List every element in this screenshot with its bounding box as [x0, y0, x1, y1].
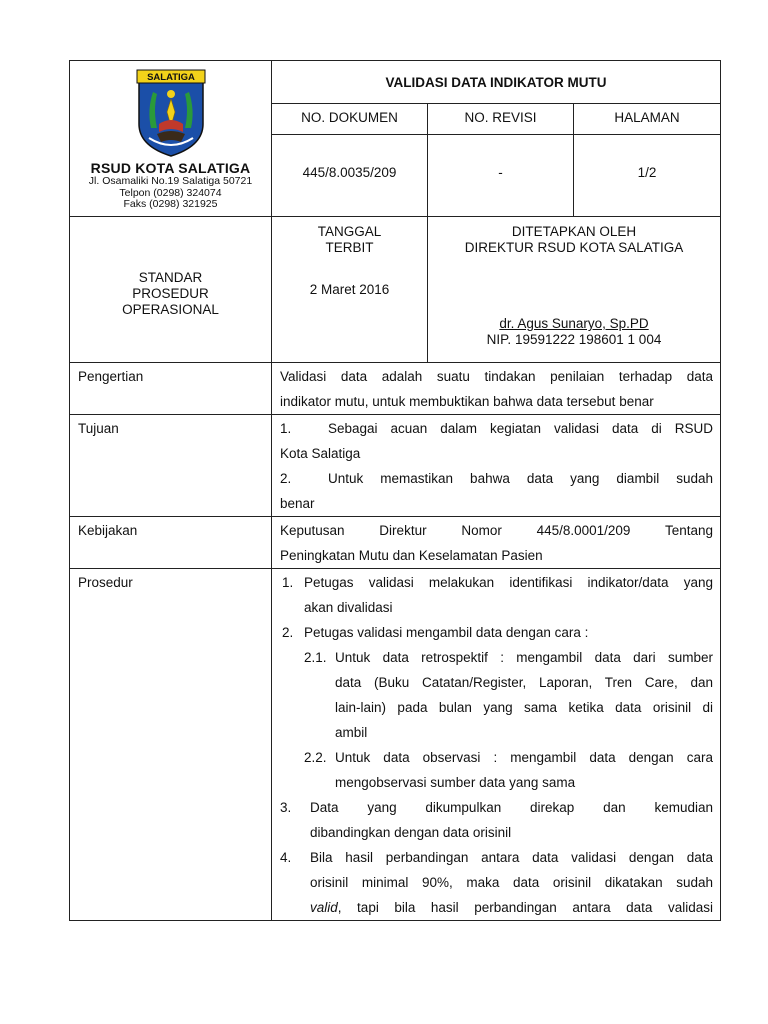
salatiga-coat-of-arms-icon	[135, 66, 207, 158]
prosedur-3-number: 3.	[280, 800, 292, 815]
prosedur-label: Prosedur	[70, 569, 272, 921]
pengertian-line-2: indikator mutu, untuk membuktikan bahwa data tersebut benar	[280, 394, 654, 409]
prosedur-3-line-2: dibandingkan dengan data orisinil	[310, 825, 512, 840]
kebijakan-line-1: Keputusan Direktur Nomor 445/8.0001/209 Tentang	[280, 523, 713, 538]
issue-date-value: 2 Maret 2016	[309, 282, 390, 297]
approved-by-label: DITETAPKAN OLEH	[511, 224, 637, 239]
prosedur-2-1-number: 2.1.	[304, 650, 327, 665]
hospital-name: RSUD KOTA SALATIGA	[90, 160, 251, 176]
prosedur-2-1-line-3: lain-lain) pada bulan yang sama ketika data orisinil di	[335, 700, 713, 715]
tujuan-2-line-1: Untuk memastikan bahwa data yang diambil sudah	[328, 471, 713, 486]
issue-date-label-2: TERBIT	[325, 240, 374, 255]
tujuan-1-line-1: Sebagai acuan dalam kegiatan validasi data di RSUD	[328, 421, 713, 436]
document-title: VALIDASI DATA INDIKATOR MUTU	[272, 61, 721, 104]
revision-label: NO. REVISI	[428, 104, 574, 135]
document-header	[69, 60, 721, 363]
prosedur-2-1-line-1: Untuk data retrospektif : mengambil data dari sumber	[335, 650, 713, 665]
approval-cell	[428, 217, 721, 363]
kebijakan-line-2: Peningkatan Mutu dan Keselamatan Pasien	[280, 548, 543, 563]
row-pengertian	[70, 363, 721, 415]
doc-number-value: 445/8.0035/209	[272, 135, 428, 217]
row-prosedur	[70, 569, 721, 921]
issue-date-label-1: TANGGAL	[317, 224, 382, 239]
pengertian-text	[272, 363, 721, 415]
prosedur-2-1-line-4: ambil	[335, 725, 368, 740]
hospital-phone: Telpon (0298) 324074	[119, 186, 222, 199]
prosedur-2-1-line-2: data (Buku Catatan/Register, Laporan, Tren Care, dan	[335, 675, 713, 690]
pengertian-line-1: Validasi data adalah suatu tindakan penilaian terhadap data	[280, 369, 713, 384]
sop-label	[70, 217, 272, 363]
sop-content-table	[69, 362, 721, 921]
sop-label-line-2: PROSEDUR	[132, 285, 209, 301]
prosedur-item-2-2	[280, 745, 713, 770]
signer-nip: NIP. 19591222 198601 1 004	[486, 332, 662, 347]
prosedur-4-italic-word: valid	[310, 900, 338, 915]
sop-label-line-1: STANDAR	[138, 269, 203, 285]
row-kebijakan	[70, 517, 721, 569]
prosedur-4-number: 4.	[280, 850, 292, 865]
tujuan-text	[272, 415, 721, 517]
hospital-address: Jl. Osamaliki No.19 Salatiga 50721	[88, 175, 253, 187]
prosedur-item-2-1	[280, 645, 713, 670]
tujuan-1-number: 1.	[280, 421, 292, 436]
logo-banner-text: SALATIGA	[146, 72, 195, 83]
hospital-identity	[70, 61, 272, 217]
prosedur-item-4	[280, 845, 713, 870]
sop-label-line-3: OPERASIONAL	[122, 301, 219, 317]
prosedur-4-line-1: Bila hasil perbandingan antara data validasi dengan data	[310, 850, 713, 865]
prosedur-2-2-line-1: Untuk data observasi : mengambil data dengan cara	[335, 750, 713, 765]
row-tujuan	[70, 415, 721, 517]
kebijakan-text	[272, 517, 721, 569]
prosedur-2-2-line-2: mengobservasi sumber data yang sama	[335, 775, 576, 790]
revision-value: -	[428, 135, 574, 217]
prosedur-1-line-2: akan divalidasi	[304, 600, 393, 615]
tujuan-item-2	[280, 466, 713, 491]
tujuan-label: Tujuan	[70, 415, 272, 517]
kebijakan-label: Kebijakan	[70, 517, 272, 569]
prosedur-1-line-1: Petugas validasi melakukan identifikasi indikator/data yang	[304, 575, 713, 590]
signer-name: dr. Agus Sunaryo, Sp.PD	[499, 316, 649, 331]
approved-by-title: DIREKTUR RSUD KOTA SALATIGA	[464, 240, 684, 255]
page-label: HALAMAN	[574, 104, 721, 135]
tujuan-item-1	[280, 416, 713, 441]
prosedur-item-1	[280, 570, 713, 595]
pengertian-label: Pengertian	[70, 363, 272, 415]
tujuan-2-number: 2.	[280, 471, 292, 486]
hospital-fax: Faks (0298) 321925	[123, 198, 218, 210]
prosedur-4-line-3-rest: , tapi bila hasil perbandingan antara data validasi	[337, 900, 713, 915]
doc-number-label: NO. DOKUMEN	[272, 104, 428, 135]
prosedur-2-2-number: 2.2.	[304, 750, 327, 765]
prosedur-3-line-1: Data yang dikumpulkan direkap dan kemudian	[310, 800, 713, 815]
sop-document	[69, 60, 720, 921]
prosedur-2-line-1: Petugas validasi mengambil data dengan cara :	[304, 625, 589, 640]
tujuan-1-line-2: Kota Salatiga	[280, 446, 361, 461]
prosedur-4-line-3	[280, 895, 713, 920]
prosedur-2-number: 2.	[282, 625, 294, 640]
prosedur-1-number: 1.	[282, 575, 294, 590]
prosedur-item-3	[280, 795, 713, 820]
tujuan-2-line-2: benar	[280, 496, 315, 511]
prosedur-text	[272, 569, 721, 921]
page-value: 1/2	[574, 135, 721, 217]
prosedur-item-2	[280, 620, 713, 645]
prosedur-4-line-2: orisinil minimal 90%, maka data orisinil dikatakan sudah	[310, 875, 713, 890]
issue-date-cell	[272, 217, 428, 363]
